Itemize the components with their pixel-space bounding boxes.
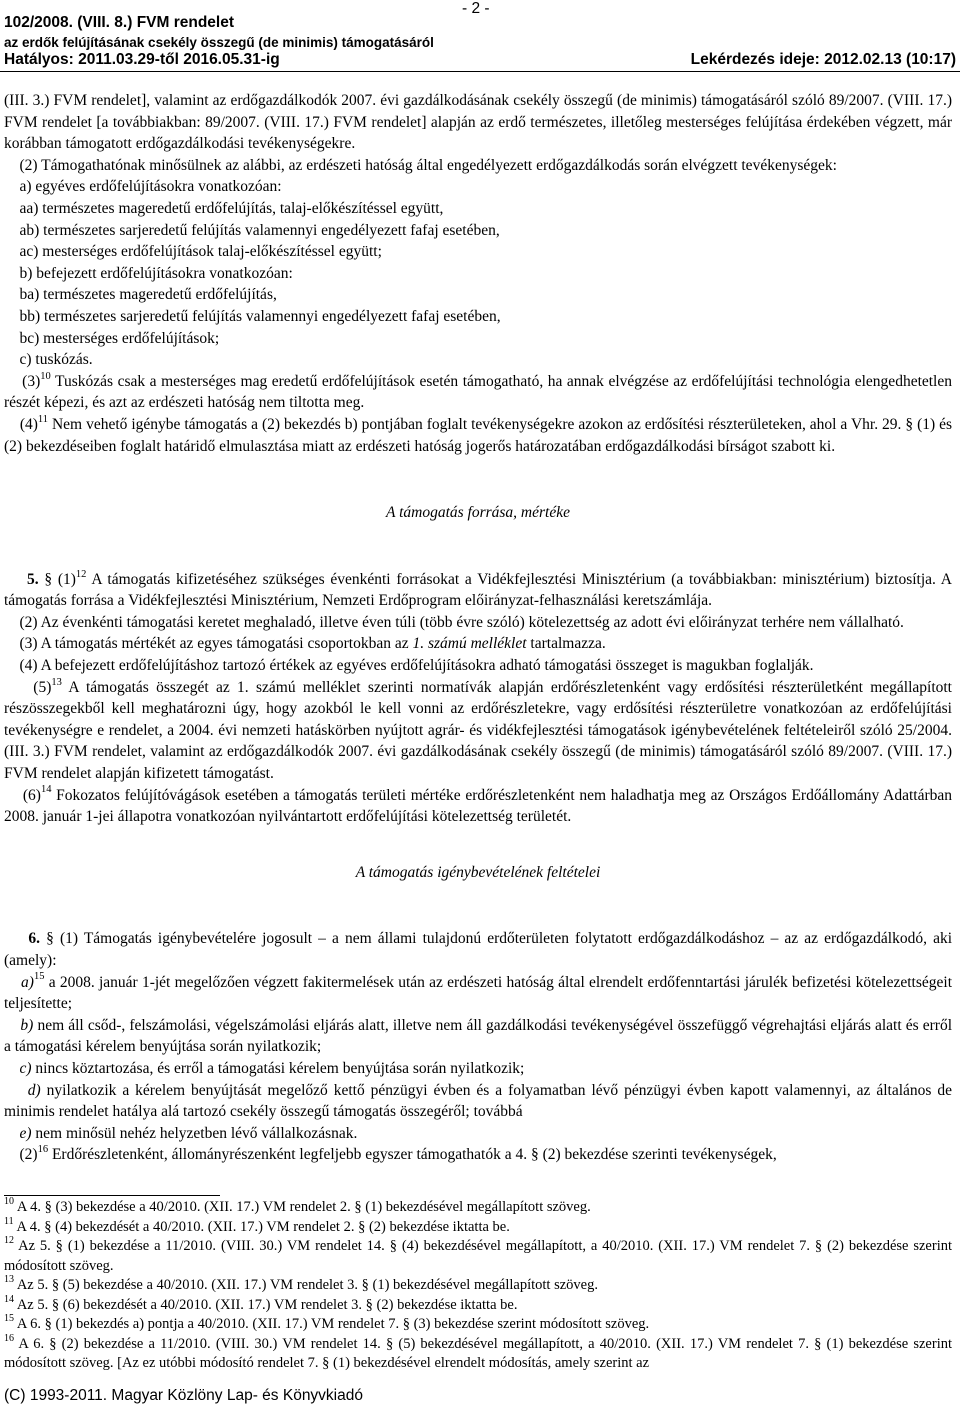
list-item: ac) mesterséges erdőfelújítások talaj-előkészítéssel együtt; <box>19 243 382 261</box>
header-rule <box>0 71 960 72</box>
paragraph-5-4: (4) A befejezett erdőfelújításhoz tartozó értékek az egyéves erdőfelújításokra adható támogatási összeget is magukban foglalják. <box>19 657 814 675</box>
footnote-ref[interactable]: 16 <box>37 1144 49 1156</box>
footnotes <box>4 1195 952 1374</box>
paragraph-5-6: $(6)^{14}$ Fokozatos felújítóvágások esetében a támogatás területi mértéke erdőrészletenként nem haladhatja meg az Országos Erdőállomány Adattárban 2008. január 1-jei állapotra vonatkozóan nyilvántartott erdőfelújítási kötelezettség területét. <box>4 784 952 826</box>
paragraph-4-2-intro: (2) Támogathatónak minősülnek az alábbi, az erdészeti hatóság által engedélyezett erdőgazdálkodás során elvégzett tevékenységek: <box>19 156 837 174</box>
effective-period: Hatályos: 2011.03.29-től 2016.05.31-ig <box>4 51 280 68</box>
footnote: $^{13}$ Az 5. § (5) bekezdése a 40/2010. (XII. 17.) VM rendelet 3. § (1) bekezdésével megállapított szöveg. <box>4 1274 598 1293</box>
paragraph-4-4: $(4)^{11}$ Nem vehető igénybe támogatás a (2) bekezdés b) pontjában foglalt tevékenységekre azokon az erdősítési részterületeken, ahol a Vhr. 29. § (1) és (2) bekezdéseiben foglalt határidő elmulasztása miatt az erdészeti hatóság jogerős határozatában erdőgazdálkodási bírságot szabott ki. <box>4 413 953 455</box>
footnote: $^{10}$ A 4. § (3) bekezdése a 40/2010. (XII. 17.) VM rendelet 2. § (1) bekezdésével megállapított szöveg. <box>4 1196 591 1215</box>
paragraph-continuation: (III. 3.) FVM rendelet], valamint az erdőgazdálkodók 2007. évi gazdálkodásának csekély összegű (de minimis) támogatásáról szóló 89/2007. (VIII. 17.) FVM rendelet [a továbbiakban: 89/2007. (VIII. 17.) FVM rendelet] alapján az erdő természetes, illetőleg mesterséges felújítása érdekében végzett, már korábban támogatott erdőgazdálkodási tevékenységekre. <box>4 92 952 153</box>
footnote-ref[interactable]: 12 <box>75 568 87 580</box>
paragraph-5-3: (3) A támogatás mértékét az egyes támogatási csoportokban az 1. számú melléklet tartalmazza. <box>19 635 606 653</box>
paragraph-6-1: 6. § (1) Támogatás igénybevételére jogosult – a nem állami tulajdonú erdőterületen folytatott erdőgazdálkodáshoz – az az erdőgazdálkodó, aki (amely): <box>4 930 953 969</box>
list-item: a)$^{15}$ a 2008. január 1-jét megelőzően végzett fakitermelések után az erdészeti hatóság által elrendelt erdőfenntartási járulék befizetési kötelezettségeit teljesítette; <box>4 971 953 1013</box>
footnote-ref[interactable]: 11 <box>37 413 49 425</box>
list-item: c) nincs köztartozása, és erről a támogatási kérelem benyújtása során nyilatkozik; <box>19 1059 525 1077</box>
footnote: $^{12}$ Az 5. § (1) bekezdése a 11/2010. (VIII. 30.) VM rendelet 14. § (4) bekezdésével megállapított, a 40/2010. (XII. 17.) VM rendelet 7. § (2) bekezdése szerint módosított szöveg. <box>4 1235 952 1274</box>
page-header <box>0 0 960 72</box>
list-item: aa) természetes mageredetű erdőfelújítás, talaj-előkészítéssel együtt, <box>19 199 444 217</box>
list-item: d) nyilatkozik a kérelem benyújtását megelőző kettő pénzügyi évben és a folyamatban lévő pénzügyi évben kapott valamennyi, az általános de minimis rendelet hatálya alá tartozó csekély összegű támogatás összegéről; továbbá <box>4 1081 953 1121</box>
paragraph-5-2: (2) Az évenkénti támogatási keretet meghaladó, illetve éven túli (több évre szóló) kötelezettség az adott évi előirányzat terhére nem vállalható. <box>19 613 904 631</box>
list-item: e) nem minősül nehéz helyzetben lévő vállalkozásnak. <box>19 1124 358 1142</box>
list-item: bc) mesterséges erdőfelújítások; <box>19 329 220 347</box>
document-body <box>4 90 952 1166</box>
footnote-ref[interactable]: 14 <box>40 784 52 796</box>
regulation-subtitle: az erdők felújításának csekély összegű (de minimis) támogatásáról <box>4 35 434 50</box>
section-heading: A támogatás igénybevételének feltételei <box>355 863 601 881</box>
paragraph-5-5: $(5)^{13}$ A támogatás összegét az 1. számú melléklet szerinti normatívák alapján erdőrészletenként vagy erdősítési részterületként megállapított részösszegekből kell meghatározni úgy, hogy azokból le kell vonni az erdőrészletekre, vagy erdősítési részterületre vonatkozóan az erdőfelújítási tevékenységre e rendelet, a 2004. évi nemzeti hatáskörben nyújtott agrár- és vidékfejlesztési támogatások igénybevételének feltételeiről szóló 25/2004. (III. 3.) FVM rendelet, valamint az erdőgazdálkodók 2007. évi gazdálkodásának csekély összegű (de minimis) támogatásáról szóló 89/2007. (VIII. 17.) FVM rendelet alapján kifizetett támogatást. <box>4 676 952 783</box>
page-number: - 2 - <box>462 0 490 17</box>
query-time: Lekérdezés ideje: 2012.02.13 (10:17) <box>690 51 956 68</box>
list-item: c) tuskózás. <box>19 351 93 369</box>
list-item: b) nem áll csőd-, felszámolási, végelszámolási eljárás alatt, illetve nem áll gazdálkodási tevékenységével összefüggő végrehajtási eljárás alatt és erről a támogatási kérelem benyújtása során nyilatkozik; <box>4 1016 953 1056</box>
footnote-ref[interactable]: 15 <box>33 971 45 983</box>
paragraph-4-3: $(3)^{10}$ Tuskózás csak a mesterséges mag eredetű erdőfelújítások esetén támogatható, ha annak elvégzése az erdőfelújítási technológia elengedhetetlen részét képezi, és azt az erdészeti hatóság nem tiltotta meg. <box>4 370 952 412</box>
list-item: a) egyéves erdőfelújításokra vonatkozóan: <box>19 178 282 196</box>
section-heading: A támogatás forrása, mértéke <box>386 504 570 522</box>
paragraph-5-1: 5. § $(1)^{12}$ A támogatás kifizetéséhez szükséges évenkénti forrásokat a Vidékfejlesztési Minisztérium (a továbbiakban: minisztérium) biztosítja. A támogatás forrása a Vidékfejlesztési Minisztérium, Nemzeti Erdőprogram előirányzat-felhasználási keretszámlája. <box>4 568 952 610</box>
list-item: ba) természetes mageredetű erdőfelújítás, <box>19 286 277 304</box>
paragraph-6-2: $(2)^{16}$ Erdőrészletenként, állományrészenként legfeljebb egyszer támogathatók a 4. § (2) bekezdése szerinti tevékenységek, <box>4 1144 777 1164</box>
list-item: ab) természetes sarjeredetű felújítás valamennyi engedélyezett fafaj esetében, <box>19 221 500 239</box>
footnote-ref[interactable]: 10 <box>40 370 51 382</box>
footnote-ref[interactable]: 13 <box>51 676 62 688</box>
footnote: $^{11}$ A 4. § (4) bekezdését a 40/2010. (XII. 17.) VM rendelet 2. § (2) bekezdése iktatta be. <box>4 1215 510 1235</box>
list-item: b) befejezett erdőfelújításokra vonatkozóan: <box>19 264 293 282</box>
list-item: bb) természetes sarjeredetű felújítás valamennyi engedélyezett fafaj esetében, <box>19 307 501 325</box>
footnote: $^{16}$ A 6. § (2) bekezdése a 11/2010. (VIII. 30.) VM rendelet 14. § (5) bekezdésével megállapított, a 40/2010. (XII. 17.) VM rendelet 7. § (1) bekezdése szerint módosított szöveg. [Az ez utóbbi módosító rendelet 7. § (1) bekezdésével elrendelt módosítás, amely szerint az <box>4 1332 952 1371</box>
footnote: $^{15}$ A 6. § (1) bekezdés a) pontja a 40/2010. (XII. 17.) VM rendelet 7. § (3) bekezdése szerint módosított szöveg. <box>4 1313 650 1332</box>
footnote-separator <box>4 1195 220 1196</box>
footnote: $^{14}$ Az 5. § (6) bekezdését a 40/2010. (XII. 17.) VM rendelet 3. § (2) bekezdése iktatta be. <box>4 1293 518 1313</box>
regulation-title: 102/2008. (VIII. 8.) FVM rendelet <box>4 14 235 31</box>
copyright-footer: (C) 1993-2011. Magyar Közlöny Lap- és Könyvkiadó <box>4 1387 363 1404</box>
